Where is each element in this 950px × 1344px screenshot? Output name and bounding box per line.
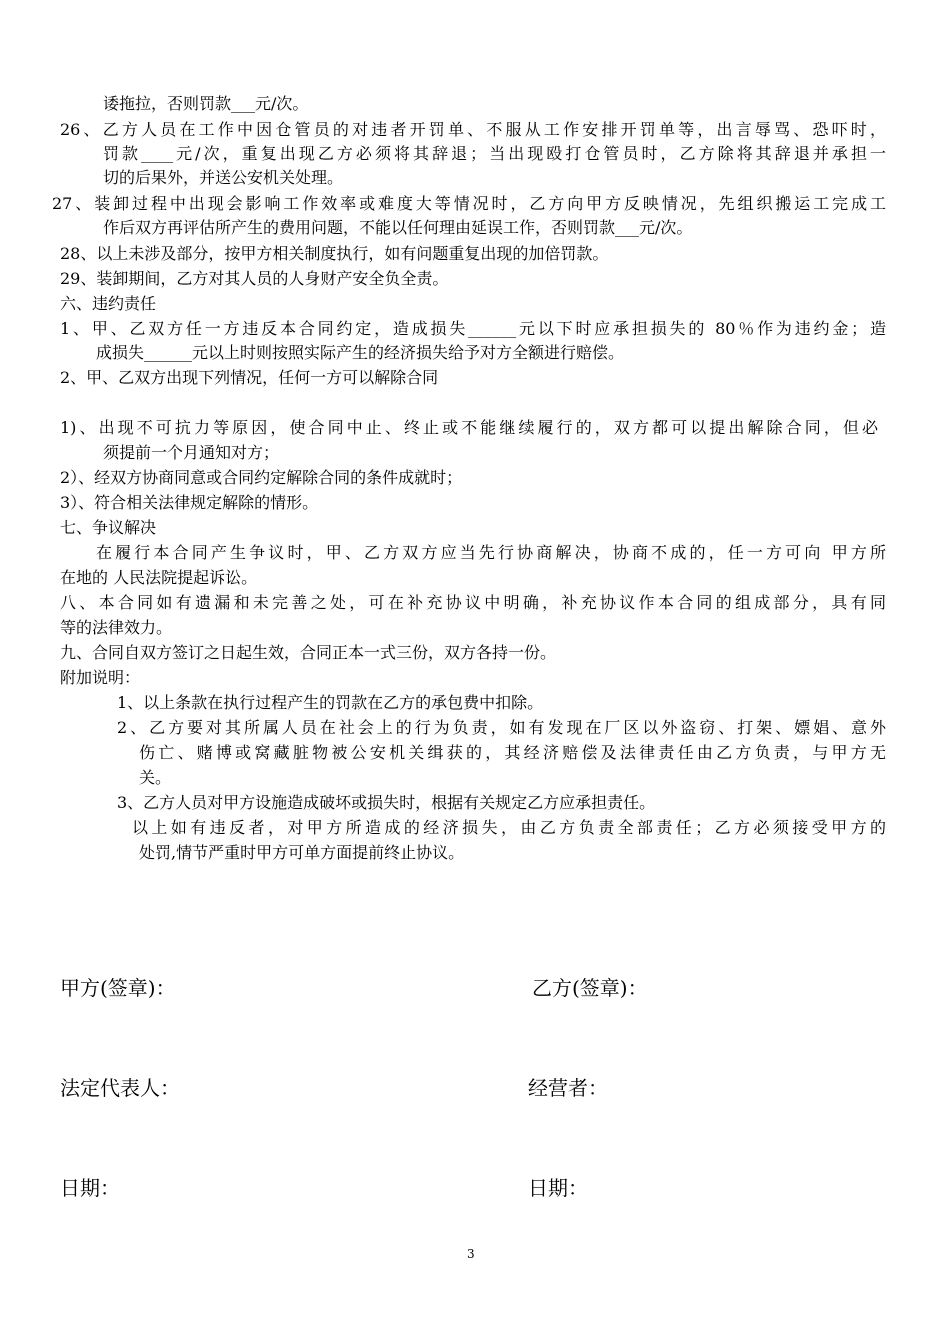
text-line: 作后双方再评估所产生的费用问题，不能以任何理由延误工作，否则罚款___元/次。 xyxy=(103,218,693,237)
text-line: 处罚,情节严重时甲方可单方面提前终止协议。 xyxy=(139,843,465,862)
text-line: 26、乙方人员在工作中因仓管员的对违者开罚单、不服从工作安排开罚单等，出言辱骂、恐吓时， xyxy=(60,120,886,139)
text-line: 伤亡、赌博或窝藏脏物被公安机关缉获的，其经济赔偿及法律责任由乙方负责，与甲方无 xyxy=(139,743,886,762)
text-line: 3、乙方人员对甲方设施造成破坏或损失时，根据有关规定乙方应承担责任。 xyxy=(117,793,656,812)
operator-label: 经营者： xyxy=(528,1076,608,1100)
text-line: 在地的 人民法院提起诉讼。 xyxy=(60,568,258,587)
text-line: 八、本合同如有遗漏和未完善之处，可在补充协议中明确，补充协议作本合同的组成部分，具有同 xyxy=(60,593,886,612)
text-line: 在履行本合同产生争议时，甲、乙方双方应当先行协商解决，协商不成的，任一方可向 甲方所 xyxy=(96,543,886,562)
date-label-a: 日期： xyxy=(60,1176,120,1200)
text-line: 3）、符合相关法律规定解除的情形。 xyxy=(60,493,319,512)
text-line: 27、装卸过程中出现会影响工作效率或难度大等情况时，乙方向甲方反映情况，先组织搬运工完成工 xyxy=(52,194,886,213)
text-line: 附加说明： xyxy=(60,668,141,687)
text-line: 28、以上未涉及部分，按甲方相关制度执行，如有问题重复出现的加倍罚款。 xyxy=(60,244,609,263)
section-heading: 七、争议解决 xyxy=(60,518,157,537)
text-line: 1)、出现不可抗力等原因，使合同中止、终止或不能继续履行的，双方都可以提出解除合同，但必 xyxy=(60,418,878,437)
text-line: 成损失______元以上时则按照实际产生的经济损失给予对方全额进行赔偿。 xyxy=(96,343,625,362)
party-a-seal-label: 甲方(签章)： xyxy=(60,976,176,1000)
text-line: 诿拖拉，否则罚款___元/次。 xyxy=(103,94,309,113)
text-line: 2、甲、乙双方出现下列情况，任何一方可以解除合同 xyxy=(60,368,439,387)
page-number: 3 xyxy=(467,1247,475,1261)
legal-representative-label: 法定代表人： xyxy=(60,1076,180,1100)
text-line: 1、甲、乙双方任一方违反本合同约定，造成损失______元以下时应承担损失的 80％作为违约金；造 xyxy=(60,319,886,338)
text-line: 等的法律效力。 xyxy=(60,618,173,637)
text-line: 29、装卸期间，乙方对其人员的人身财产安全负全责。 xyxy=(60,269,449,288)
text-line: 须提前一个月通知对方； xyxy=(103,443,280,462)
text-line: 2、乙方要对其所属人员在社会上的行为负责，如有发现在厂区以外盗窃、打架、嫖娼、意外 xyxy=(117,718,886,737)
text-line: 以上如有违反者，对甲方所造成的经济损失，由乙方负责全部责任；乙方必须接受甲方的 xyxy=(132,818,886,837)
text-line: 关。 xyxy=(139,768,172,787)
text-line: 九、合同自双方签订之日起生效，合同正本一式三份，双方各持一份。 xyxy=(60,643,557,662)
party-b-seal-label: 乙方(签章)： xyxy=(532,976,648,1000)
text-line: 罚款____元/次，重复出现乙方必须将其辞退；当出现殴打仓管员时，乙方除将其辞退并承担一 xyxy=(103,144,886,163)
text-line: 1、以上条款在执行过程产生的罚款在乙方的承包费中扣除。 xyxy=(117,693,544,712)
section-heading: 六、违约责任 xyxy=(60,294,157,313)
date-label-b: 日期： xyxy=(528,1176,588,1200)
text-line: 2）、经双方协商同意或合同约定解除合同的条件成就时； xyxy=(60,468,463,487)
text-line: 切的后果外，并送公安机关处理。 xyxy=(103,168,344,187)
